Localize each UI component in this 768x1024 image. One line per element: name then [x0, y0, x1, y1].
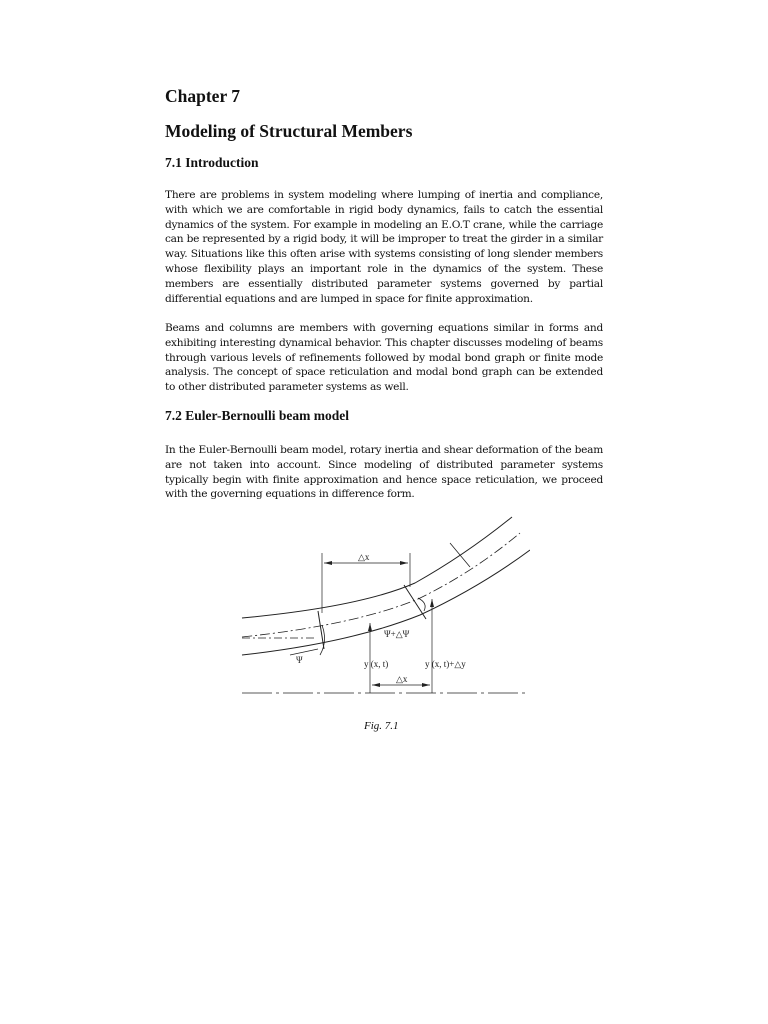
figure-caption: Fig. 7.1: [364, 720, 399, 732]
y-arrow-head: [368, 623, 372, 631]
beam-diagram: [240, 515, 530, 705]
beam-centerline: [242, 533, 520, 637]
psi-leader: [290, 649, 318, 655]
beam-edge-upper: [242, 517, 512, 618]
bottom-arrow-left: [372, 683, 380, 687]
label-y-xt-dy: y (x, t)+△y: [425, 659, 466, 669]
arrow-head-right: [400, 561, 408, 565]
section-heading-euler-bernoulli: 7.2 Euler-Bernoulli beam model: [165, 408, 349, 423]
paragraph-intro-2: Beams and columns are members with governing equations similar in forms and exhibiting interesting dynamical behavior. This chapter discusses modeling of beams through various levels of refinements followed by modal bond graph or finite mode analysis. The concept of space reticulation and modal bond graph can be extended to other distributed parameter systems as well.: [165, 322, 603, 394]
right-section-line: [404, 585, 426, 619]
bottom-arrow-right: [422, 683, 430, 687]
label-psi: Ψ: [296, 655, 303, 665]
paragraph-euler-1: In the Euler-Bernoulli beam model, rotary inertia and shear deformation of the beam are not taken into account. Since modeling of distributed parameter systems typically begin with finite approximation and hence space reticulation, we proceed with the governing equations in difference form.: [165, 444, 603, 501]
label-psi-plus: Ψ+△Ψ: [384, 629, 410, 639]
beam-edge-lower: [242, 550, 530, 655]
label-delta-x-bottom: △x: [396, 674, 408, 684]
y-dy-arrow-head: [430, 599, 434, 607]
arrow-head-left: [324, 561, 332, 565]
label-delta-x-top: △x: [358, 552, 370, 562]
label-y-xt: y (x, t): [364, 659, 389, 669]
paragraph-intro-1: There are problems in system modeling where lumping of inertia and compliance, with which we are comfortable in rigid body dynamics, fails to catch the essential dynamics of the system. For example in modeling an E.O.T crane, while the carriage can be represented by a rigid body, it will be improper to treat the girder in a similar way. Situations like this often arise with systems consisting of long slender members whose flexibility plays an important role in the dynamics of the system. These members are essentially distributed parameter systems governed by partial differential equations and are lumped in space for finite approximation.: [165, 189, 603, 305]
beam-figure: [240, 515, 530, 705]
far-section-line: [450, 543, 470, 567]
chapter-label: Chapter 7: [165, 86, 241, 106]
section-heading-introduction: 7.1 Introduction: [165, 155, 259, 170]
chapter-title: Modeling of Structural Members: [165, 121, 413, 141]
